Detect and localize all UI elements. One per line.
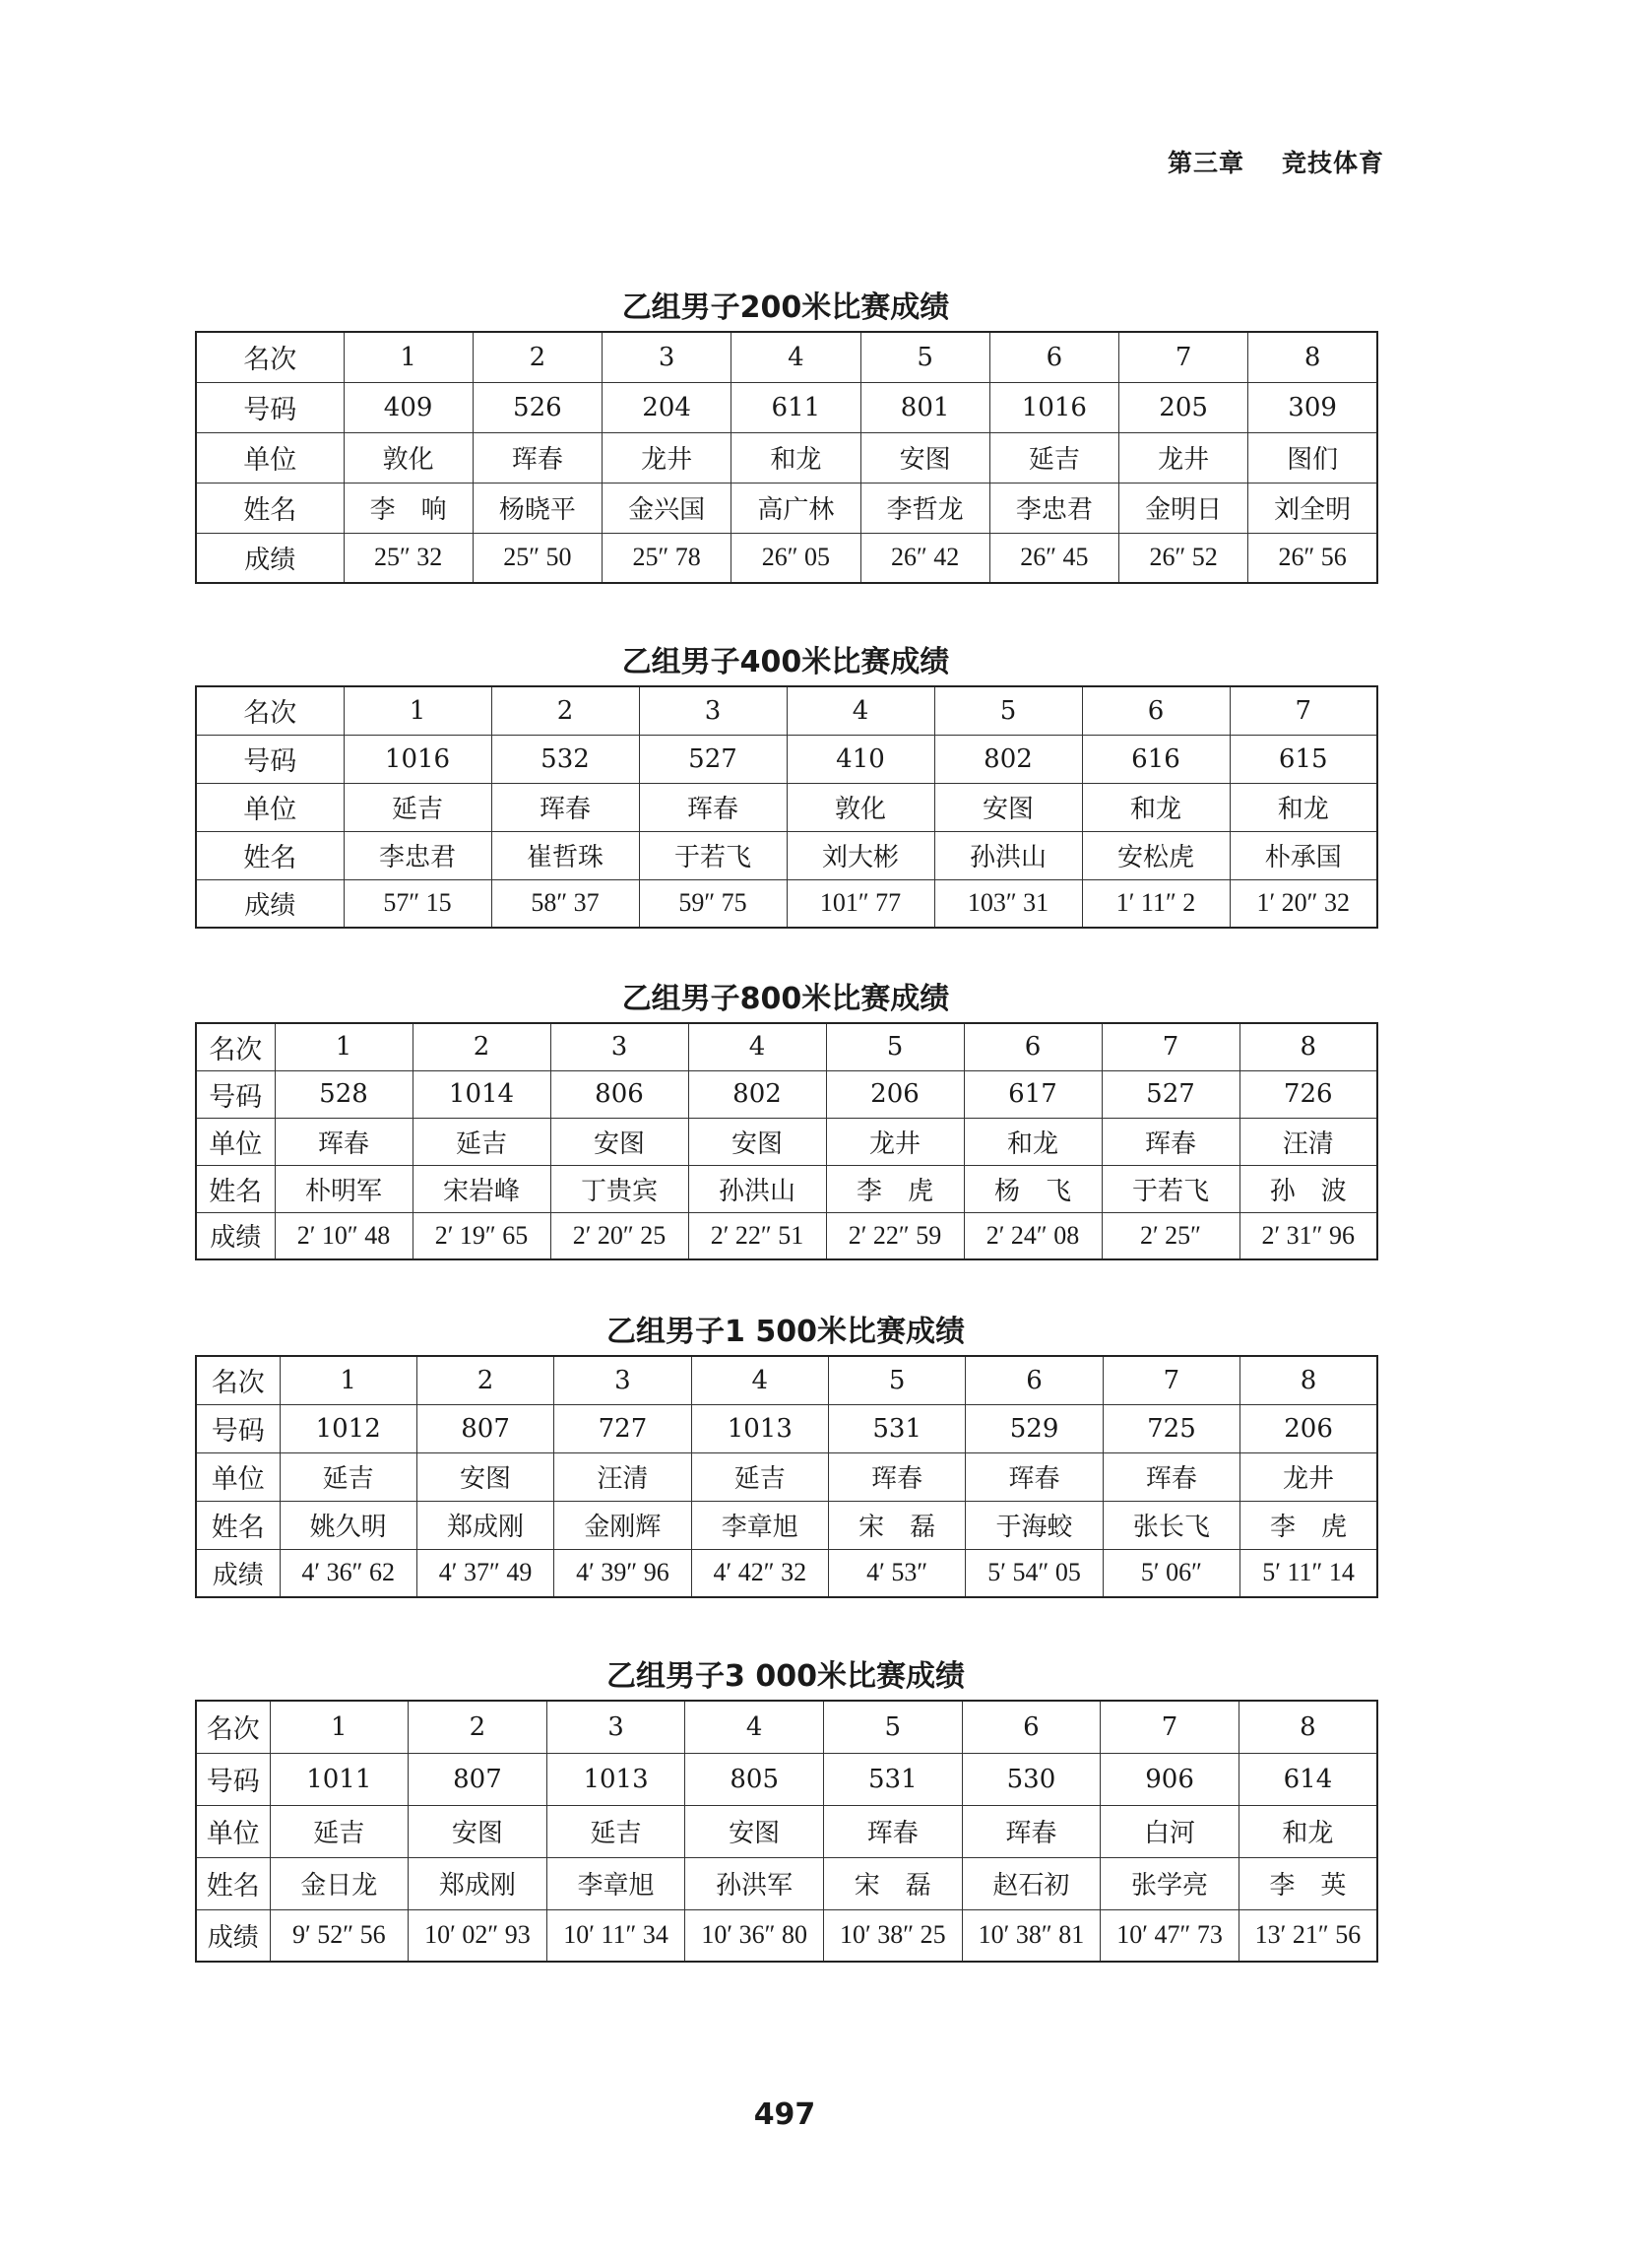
rank-cell: 2	[473, 332, 602, 382]
number-cell: 1012	[280, 1404, 416, 1452]
number-cell: 1014	[413, 1070, 550, 1118]
rank-cell: 2	[409, 1701, 547, 1753]
name-cell: 安松虎	[1082, 831, 1230, 879]
rank-cell: 1	[344, 686, 491, 735]
number-cell: 532	[491, 735, 639, 783]
results-table	[195, 1355, 1378, 1598]
number-cell: 801	[860, 382, 989, 432]
score-cell: 2′ 25″	[1102, 1212, 1239, 1259]
name-cell: 李哲龙	[860, 483, 989, 533]
score-row	[196, 879, 1377, 928]
rank-cell: 7	[1230, 686, 1377, 735]
name-cell: 金明日	[1119, 483, 1248, 533]
rank-cell: 6	[989, 332, 1118, 382]
number-cell: 529	[966, 1404, 1103, 1452]
number-cell: 531	[829, 1404, 966, 1452]
page-number: 497	[753, 2097, 816, 2132]
score-cell: 59″ 75	[639, 879, 787, 928]
row-label: 单位	[196, 1118, 275, 1165]
number-cell: 1013	[546, 1753, 685, 1805]
row-label: 成绩	[196, 1909, 270, 1962]
unit-cell: 珲春	[491, 783, 639, 831]
number-cell: 527	[1102, 1070, 1239, 1118]
rank-cell: 4	[787, 686, 934, 735]
number-row	[196, 1404, 1377, 1452]
score-cell: 10′ 38″ 25	[824, 1909, 963, 1962]
score-cell: 26″ 56	[1248, 533, 1377, 583]
number-row	[196, 382, 1377, 432]
number-cell: 309	[1248, 382, 1377, 432]
rank-cell: 7	[1101, 1701, 1239, 1753]
row-label: 名次	[196, 1356, 280, 1404]
results-section	[195, 977, 1376, 1260]
results-section	[195, 640, 1376, 929]
row-label: 姓名	[196, 483, 344, 533]
row-label: 姓名	[196, 1165, 275, 1212]
row-label: 单位	[196, 783, 344, 831]
number-cell: 725	[1103, 1404, 1239, 1452]
rank-cell: 6	[966, 1356, 1103, 1404]
results-table	[195, 1700, 1378, 1963]
unit-cell: 珲春	[966, 1452, 1103, 1501]
results-table	[195, 331, 1378, 584]
name-row	[196, 483, 1377, 533]
rank-cell: 3	[603, 332, 731, 382]
number-cell: 616	[1082, 735, 1230, 783]
number-cell: 906	[1101, 1753, 1239, 1805]
unit-cell: 和龙	[1082, 783, 1230, 831]
name-cell: 张学亮	[1101, 1857, 1239, 1909]
rank-cell: 4	[685, 1701, 824, 1753]
number-cell: 531	[824, 1753, 963, 1805]
name-cell: 于海蛟	[966, 1501, 1103, 1549]
name-cell: 杨晓平	[473, 483, 602, 533]
name-cell: 孙 波	[1239, 1165, 1377, 1212]
row-label: 名次	[196, 1023, 275, 1070]
number-cell: 615	[1230, 735, 1377, 783]
unit-cell: 珲春	[824, 1805, 963, 1857]
row-label: 名次	[196, 1701, 270, 1753]
rank-cell: 2	[416, 1356, 553, 1404]
row-label: 号码	[196, 382, 344, 432]
name-cell: 李忠君	[989, 483, 1118, 533]
rank-cell: 8	[1248, 332, 1377, 382]
number-cell: 528	[275, 1070, 413, 1118]
unit-cell: 和龙	[731, 432, 860, 483]
rank-cell: 7	[1102, 1023, 1239, 1070]
unit-row	[196, 783, 1377, 831]
number-cell: 807	[409, 1753, 547, 1805]
section-label: 竞技体育	[1281, 149, 1384, 177]
unit-cell: 安图	[688, 1118, 826, 1165]
score-cell: 57″ 15	[344, 879, 491, 928]
score-row	[196, 1549, 1377, 1597]
name-cell: 李 响	[344, 483, 473, 533]
rank-cell: 8	[1240, 1356, 1377, 1404]
name-cell: 张长飞	[1103, 1501, 1239, 1549]
score-cell: 13′ 21″ 56	[1239, 1909, 1377, 1962]
unit-cell: 安图	[550, 1118, 688, 1165]
unit-cell: 安图	[409, 1805, 547, 1857]
number-cell: 802	[688, 1070, 826, 1118]
rank-cell: 7	[1103, 1356, 1239, 1404]
unit-cell: 延吉	[546, 1805, 685, 1857]
name-cell: 郑成刚	[416, 1501, 553, 1549]
unit-cell: 龙井	[1240, 1452, 1377, 1501]
unit-cell: 白河	[1101, 1805, 1239, 1857]
score-cell: 10′ 47″ 73	[1101, 1909, 1239, 1962]
unit-cell: 安图	[860, 432, 989, 483]
unit-cell: 安图	[685, 1805, 824, 1857]
score-cell: 26″ 52	[1119, 533, 1248, 583]
rank-cell: 4	[691, 1356, 828, 1404]
rank-row	[196, 1023, 1377, 1070]
results-section	[195, 1310, 1376, 1598]
unit-cell: 延吉	[691, 1452, 828, 1501]
name-cell: 孙洪山	[934, 831, 1082, 879]
score-cell: 4′ 39″ 96	[554, 1549, 691, 1597]
score-cell: 9′ 52″ 56	[270, 1909, 409, 1962]
number-cell: 806	[550, 1070, 688, 1118]
name-cell: 于若飞	[639, 831, 787, 879]
unit-cell: 图们	[1248, 432, 1377, 483]
rank-cell: 6	[962, 1701, 1101, 1753]
unit-cell: 珲春	[962, 1805, 1101, 1857]
unit-cell: 珲春	[1103, 1452, 1239, 1501]
row-label: 名次	[196, 332, 344, 382]
score-cell: 10′ 38″ 81	[962, 1909, 1101, 1962]
unit-cell: 延吉	[344, 783, 491, 831]
results-table	[195, 685, 1378, 929]
rank-cell: 2	[491, 686, 639, 735]
number-cell: 807	[416, 1404, 553, 1452]
name-row	[196, 1501, 1377, 1549]
number-cell: 410	[787, 735, 934, 783]
name-cell: 杨 飞	[964, 1165, 1102, 1212]
row-label: 单位	[196, 1805, 270, 1857]
unit-cell: 安图	[416, 1452, 553, 1501]
row-label: 成绩	[196, 879, 344, 928]
unit-cell: 珲春	[639, 783, 787, 831]
number-row	[196, 735, 1377, 783]
row-label: 名次	[196, 686, 344, 735]
row-label: 姓名	[196, 1857, 270, 1909]
name-cell: 金刚辉	[554, 1501, 691, 1549]
number-cell: 205	[1119, 382, 1248, 432]
number-cell: 617	[964, 1070, 1102, 1118]
name-cell: 高广林	[731, 483, 860, 533]
unit-cell: 珲春	[1102, 1118, 1239, 1165]
unit-cell: 敦化	[344, 432, 473, 483]
unit-cell: 延吉	[989, 432, 1118, 483]
score-cell: 5′ 54″ 05	[966, 1549, 1103, 1597]
rank-cell: 4	[731, 332, 860, 382]
score-cell: 10′ 02″ 93	[409, 1909, 547, 1962]
score-cell: 2′ 10″ 48	[275, 1212, 413, 1259]
unit-cell: 龙井	[603, 432, 731, 483]
number-row	[196, 1070, 1377, 1118]
rank-cell: 6	[964, 1023, 1102, 1070]
score-cell: 4′ 42″ 32	[691, 1549, 828, 1597]
name-cell: 宋 磊	[824, 1857, 963, 1909]
rank-cell: 3	[546, 1701, 685, 1753]
rank-row	[196, 332, 1377, 382]
score-cell: 4′ 37″ 49	[416, 1549, 553, 1597]
row-label: 号码	[196, 1070, 275, 1118]
unit-cell: 龙井	[1119, 432, 1248, 483]
score-cell: 10′ 11″ 34	[546, 1909, 685, 1962]
row-label: 姓名	[196, 831, 344, 879]
unit-row	[196, 1805, 1377, 1857]
rank-cell: 7	[1119, 332, 1248, 382]
results-table	[195, 1022, 1378, 1260]
name-cell: 孙洪山	[688, 1165, 826, 1212]
number-cell: 530	[962, 1753, 1101, 1805]
name-cell: 李 虎	[826, 1165, 964, 1212]
results-section	[195, 286, 1376, 584]
name-cell: 孙洪军	[685, 1857, 824, 1909]
rank-cell: 5	[860, 332, 989, 382]
rank-cell: 2	[413, 1023, 550, 1070]
name-cell: 金兴国	[603, 483, 731, 533]
name-cell: 丁贵宾	[550, 1165, 688, 1212]
rank-cell: 1	[344, 332, 473, 382]
table-title: 乙组男子400米比赛成绩	[621, 645, 950, 679]
score-cell: 1′ 11″ 2	[1082, 879, 1230, 928]
rank-cell: 3	[550, 1023, 688, 1070]
score-row	[196, 1212, 1377, 1259]
number-cell: 614	[1239, 1753, 1377, 1805]
chapter-label: 第三章	[1167, 149, 1244, 177]
table-title: 乙组男子1 500米比赛成绩	[606, 1315, 965, 1349]
unit-cell: 敦化	[787, 783, 934, 831]
number-cell: 527	[639, 735, 787, 783]
unit-cell: 和龙	[1230, 783, 1377, 831]
score-cell: 26″ 42	[860, 533, 989, 583]
unit-cell: 龙井	[826, 1118, 964, 1165]
rank-cell: 1	[275, 1023, 413, 1070]
name-row	[196, 831, 1377, 879]
score-cell: 26″ 45	[989, 533, 1118, 583]
name-row	[196, 1165, 1377, 1212]
score-cell: 1′ 20″ 32	[1230, 879, 1377, 928]
score-cell: 101″ 77	[787, 879, 934, 928]
score-row	[196, 533, 1377, 583]
name-cell: 朴明军	[275, 1165, 413, 1212]
unit-cell: 和龙	[1239, 1805, 1377, 1857]
score-cell: 2′ 19″ 65	[413, 1212, 550, 1259]
score-cell: 2′ 20″ 25	[550, 1212, 688, 1259]
name-cell: 姚久明	[280, 1501, 416, 1549]
unit-cell: 延吉	[413, 1118, 550, 1165]
rank-cell: 4	[688, 1023, 826, 1070]
table-title: 乙组男子800米比赛成绩	[621, 982, 950, 1016]
name-cell: 刘全明	[1248, 483, 1377, 533]
rank-cell: 6	[1082, 686, 1230, 735]
table-title: 乙组男子3 000米比赛成绩	[606, 1659, 965, 1694]
unit-cell: 和龙	[964, 1118, 1102, 1165]
row-label: 单位	[196, 432, 344, 483]
rank-row	[196, 1356, 1377, 1404]
rank-cell: 5	[826, 1023, 964, 1070]
row-label: 姓名	[196, 1501, 280, 1549]
unit-row	[196, 432, 1377, 483]
score-cell: 2′ 31″ 96	[1239, 1212, 1377, 1259]
unit-cell: 延吉	[270, 1805, 409, 1857]
unit-cell: 汪清	[554, 1452, 691, 1501]
unit-row	[196, 1452, 1377, 1501]
unit-cell: 安图	[934, 783, 1082, 831]
row-label: 成绩	[196, 1212, 275, 1259]
number-cell: 206	[1240, 1404, 1377, 1452]
rank-cell: 8	[1239, 1701, 1377, 1753]
number-cell: 802	[934, 735, 1082, 783]
rank-row	[196, 686, 1377, 735]
rank-cell: 5	[829, 1356, 966, 1404]
rank-cell: 1	[280, 1356, 416, 1404]
rank-cell: 8	[1239, 1023, 1377, 1070]
score-cell: 4′ 53″	[829, 1549, 966, 1597]
name-cell: 金日龙	[270, 1857, 409, 1909]
name-cell: 李忠君	[344, 831, 491, 879]
score-cell: 25″ 32	[344, 533, 473, 583]
name-cell: 宋 磊	[829, 1501, 966, 1549]
number-cell: 1016	[989, 382, 1118, 432]
number-cell: 526	[473, 382, 602, 432]
number-cell: 1016	[344, 735, 491, 783]
row-label: 单位	[196, 1452, 280, 1501]
rank-row	[196, 1701, 1377, 1753]
number-cell: 727	[554, 1404, 691, 1452]
number-cell: 409	[344, 382, 473, 432]
name-cell: 李章旭	[546, 1857, 685, 1909]
number-cell: 206	[826, 1070, 964, 1118]
unit-row	[196, 1118, 1377, 1165]
name-cell: 李 虎	[1240, 1501, 1377, 1549]
rank-cell: 3	[554, 1356, 691, 1404]
score-cell: 5′ 11″ 14	[1240, 1549, 1377, 1597]
score-cell: 25″ 78	[603, 533, 731, 583]
number-row	[196, 1753, 1377, 1805]
score-cell: 26″ 05	[731, 533, 860, 583]
score-cell: 25″ 50	[473, 533, 602, 583]
number-cell: 611	[731, 382, 860, 432]
rank-cell: 5	[824, 1701, 963, 1753]
unit-cell: 珲春	[473, 432, 602, 483]
unit-cell: 珲春	[275, 1118, 413, 1165]
rank-cell: 3	[639, 686, 787, 735]
row-label: 号码	[196, 735, 344, 783]
unit-cell: 汪清	[1239, 1118, 1377, 1165]
results-section	[195, 1654, 1376, 1963]
number-cell: 726	[1239, 1070, 1377, 1118]
name-cell: 于若飞	[1102, 1165, 1239, 1212]
number-cell: 1013	[691, 1404, 828, 1452]
name-cell: 赵石初	[962, 1857, 1101, 1909]
number-cell: 204	[603, 382, 731, 432]
number-cell: 1011	[270, 1753, 409, 1805]
score-cell: 4′ 36″ 62	[280, 1549, 416, 1597]
score-cell: 2′ 22″ 59	[826, 1212, 964, 1259]
score-cell: 103″ 31	[934, 879, 1082, 928]
row-label: 号码	[196, 1753, 270, 1805]
rank-cell: 1	[270, 1701, 409, 1753]
table-title: 乙组男子200米比赛成绩	[621, 290, 950, 325]
name-cell: 崔哲珠	[491, 831, 639, 879]
row-label: 成绩	[196, 1549, 280, 1597]
unit-cell: 珲春	[829, 1452, 966, 1501]
score-row	[196, 1909, 1377, 1962]
name-cell: 郑成刚	[409, 1857, 547, 1909]
row-label: 号码	[196, 1404, 280, 1452]
name-cell: 宋岩峰	[413, 1165, 550, 1212]
name-cell: 刘大彬	[787, 831, 934, 879]
name-row	[196, 1857, 1377, 1909]
name-cell: 李章旭	[691, 1501, 828, 1549]
score-cell: 58″ 37	[491, 879, 639, 928]
score-cell: 2′ 22″ 51	[688, 1212, 826, 1259]
rank-cell: 5	[934, 686, 1082, 735]
score-cell: 10′ 36″ 80	[685, 1909, 824, 1962]
score-cell: 2′ 24″ 08	[964, 1212, 1102, 1259]
score-cell: 5′ 06″	[1103, 1549, 1239, 1597]
name-cell: 李 英	[1239, 1857, 1377, 1909]
unit-cell: 延吉	[280, 1452, 416, 1501]
number-cell: 805	[685, 1753, 824, 1805]
name-cell: 朴承国	[1230, 831, 1377, 879]
running-head	[1168, 144, 1384, 179]
row-label: 成绩	[196, 533, 344, 583]
